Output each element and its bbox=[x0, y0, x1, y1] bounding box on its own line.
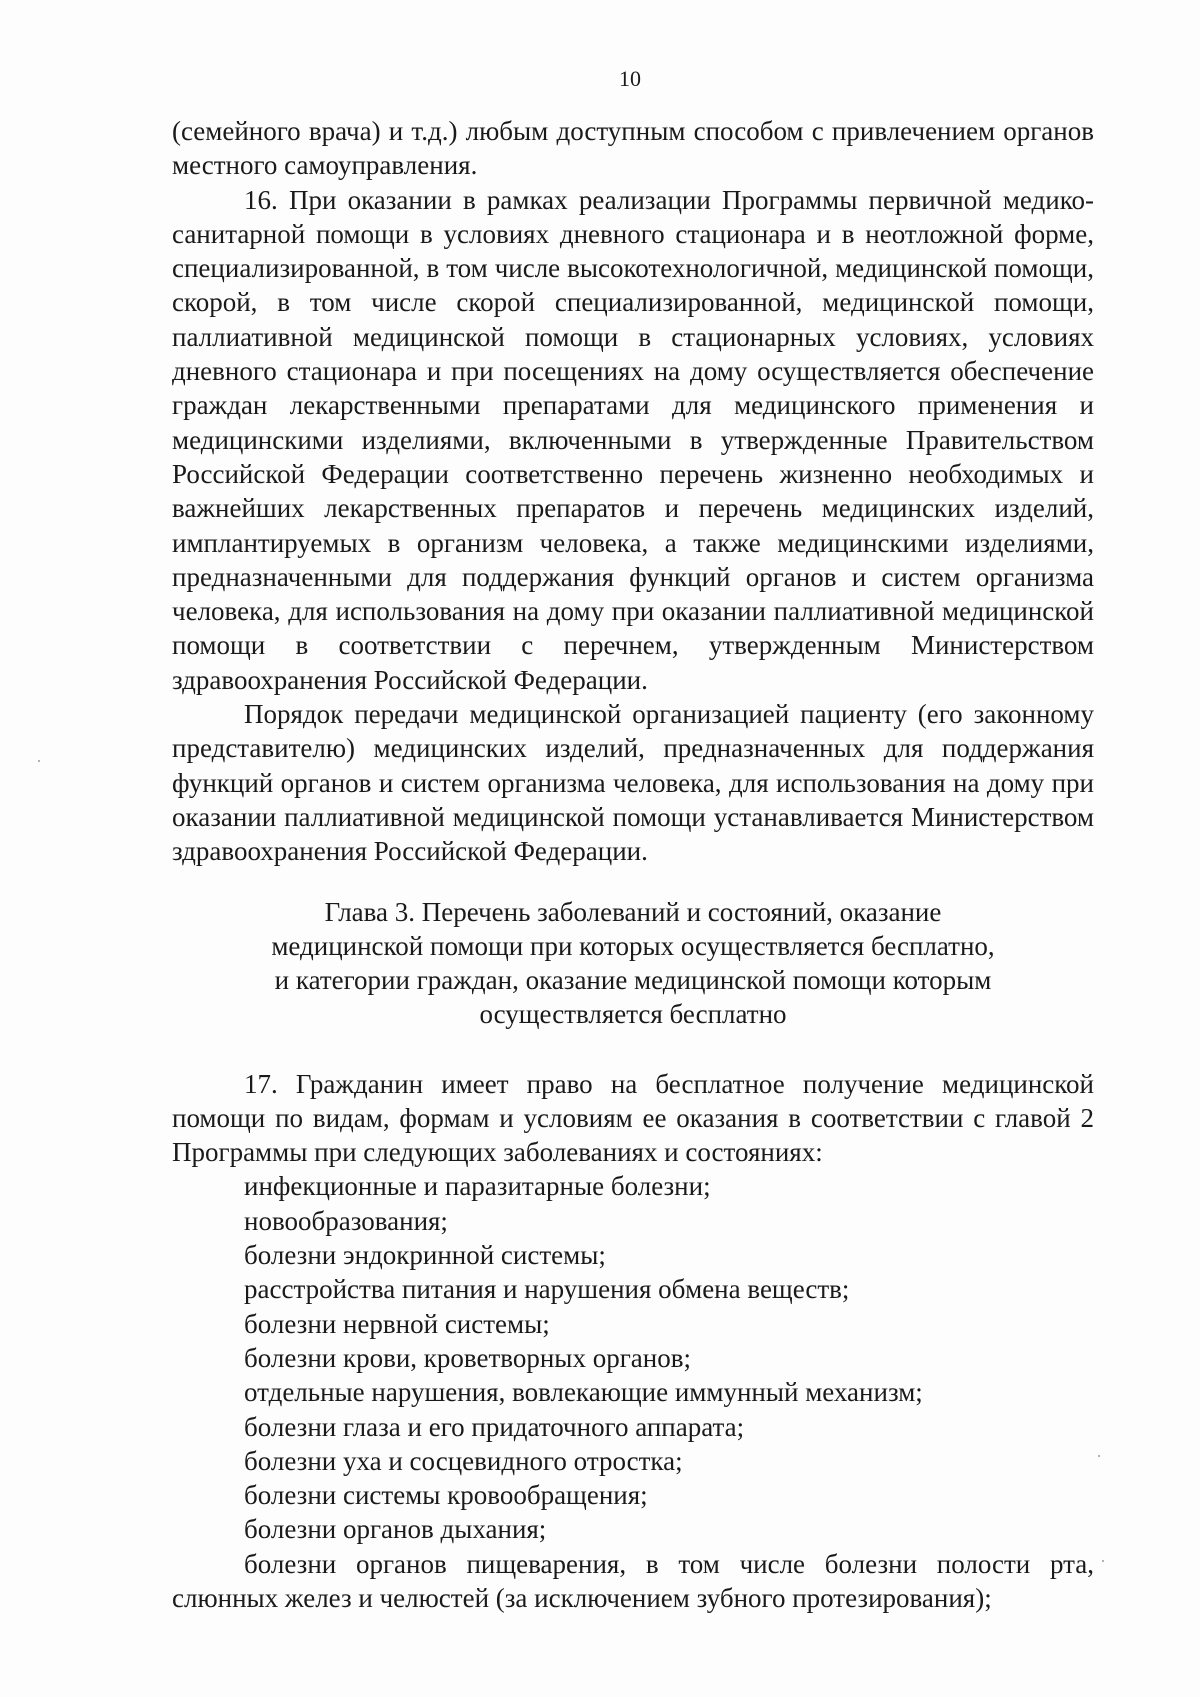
page-number: 10 bbox=[619, 66, 641, 91]
disease-list bbox=[172, 1169, 1094, 1546]
chapter-heading-line: осуществляется бесплатно bbox=[479, 998, 787, 1029]
chapter-heading-line: медицинской помощи при которых осуществляется бесплатно, bbox=[271, 930, 995, 961]
chapter-heading-line: и категории граждан, оказание медицинской помощи которым bbox=[274, 964, 992, 995]
paragraph-digestive-diseases: болезни органов пищеварения, в том числе болезни полости рта, слюнных желез и челюстей (за исключением зубного протезирования); bbox=[172, 1548, 1094, 1613]
scan-artifact bbox=[1102, 1560, 1104, 1562]
disease-list-item: расстройства питания и нарушения обмена веществ; bbox=[244, 1274, 850, 1305]
chapter-3-heading bbox=[172, 895, 1094, 1031]
disease-list-item: болезни системы кровообращения; bbox=[244, 1480, 648, 1511]
disease-list-item: отдельные нарушения, вовлекающие иммунный механизм; bbox=[244, 1377, 923, 1408]
paragraph-17: 17. Гражданин имеет право на бесплатное получение медицинской помощи по видам, формам и условиям ее оказания в соответствии с главой 2 Программы при следующих заболеваниях и состояниях: bbox=[172, 1068, 1094, 1168]
scan-artifact bbox=[38, 760, 40, 762]
paragraph-16: 16. При оказании в рамках реализации Программы первичной медико-санитарной помощи в условиях дневного стационара и в неотложной форме, специализированной, в том числе высокотехнологичной, медицинской помощи, скорой, в том числе скорой специализированной, медицинской помощи, паллиативной медицинской помощи в стационарных условиях, условиях дневного стационара и при посещениях на дому осуществляется обеспечение граждан лекарственными препаратами для медицинского применения и медицинскими изделиями, включенными в утвержденные Правительством Российской Федерации соответственно перечень жизненно необходимых и важнейших лекарственных препаратов и перечень медицинских изделий, имплантируемых в организм человека, а также медицинскими изделиями, предназначенными для поддержания функций органов и систем организма человека, для использования на дому при оказании паллиативной медицинской помощи в соответствии с перечнем, утвержденным Министерством здравоохранения Российской Федерации. bbox=[172, 184, 1094, 695]
paragraph-continuation: (семейного врача) и т.д.) любым доступным способом с привлечением органов местного самоуправления. bbox=[172, 116, 1094, 181]
disease-list-item: болезни крови, кроветворных органов; bbox=[244, 1342, 691, 1373]
disease-list-item: болезни уха и сосцевидного отростка; bbox=[244, 1445, 683, 1476]
disease-list-item: инфекционные и паразитарные болезни; bbox=[244, 1171, 711, 1202]
disease-list-item: новообразования; bbox=[244, 1205, 448, 1236]
disease-list-item: болезни нервной системы; bbox=[244, 1308, 550, 1339]
scan-artifact bbox=[1098, 1455, 1100, 1457]
disease-list-item: болезни эндокринной системы; bbox=[244, 1240, 606, 1271]
disease-list-item: болезни глаза и его придаточного аппарата; bbox=[244, 1411, 745, 1442]
paragraph-order-of-transfer: Порядок передачи медицинской организацией пациенту (его законному представителю) медицинских изделий, предназначенных для поддержания функций органов и систем организма человека, для использования на дому при оказании паллиативной медицинской помощи устанавливается Министерством здравоохранения Российской Федерации. bbox=[172, 699, 1094, 867]
chapter-heading-line: Глава 3. Перечень заболеваний и состояний, оказание bbox=[324, 896, 942, 927]
disease-list-item: болезни органов дыхания; bbox=[244, 1514, 547, 1545]
document-body bbox=[172, 114, 1094, 1615]
